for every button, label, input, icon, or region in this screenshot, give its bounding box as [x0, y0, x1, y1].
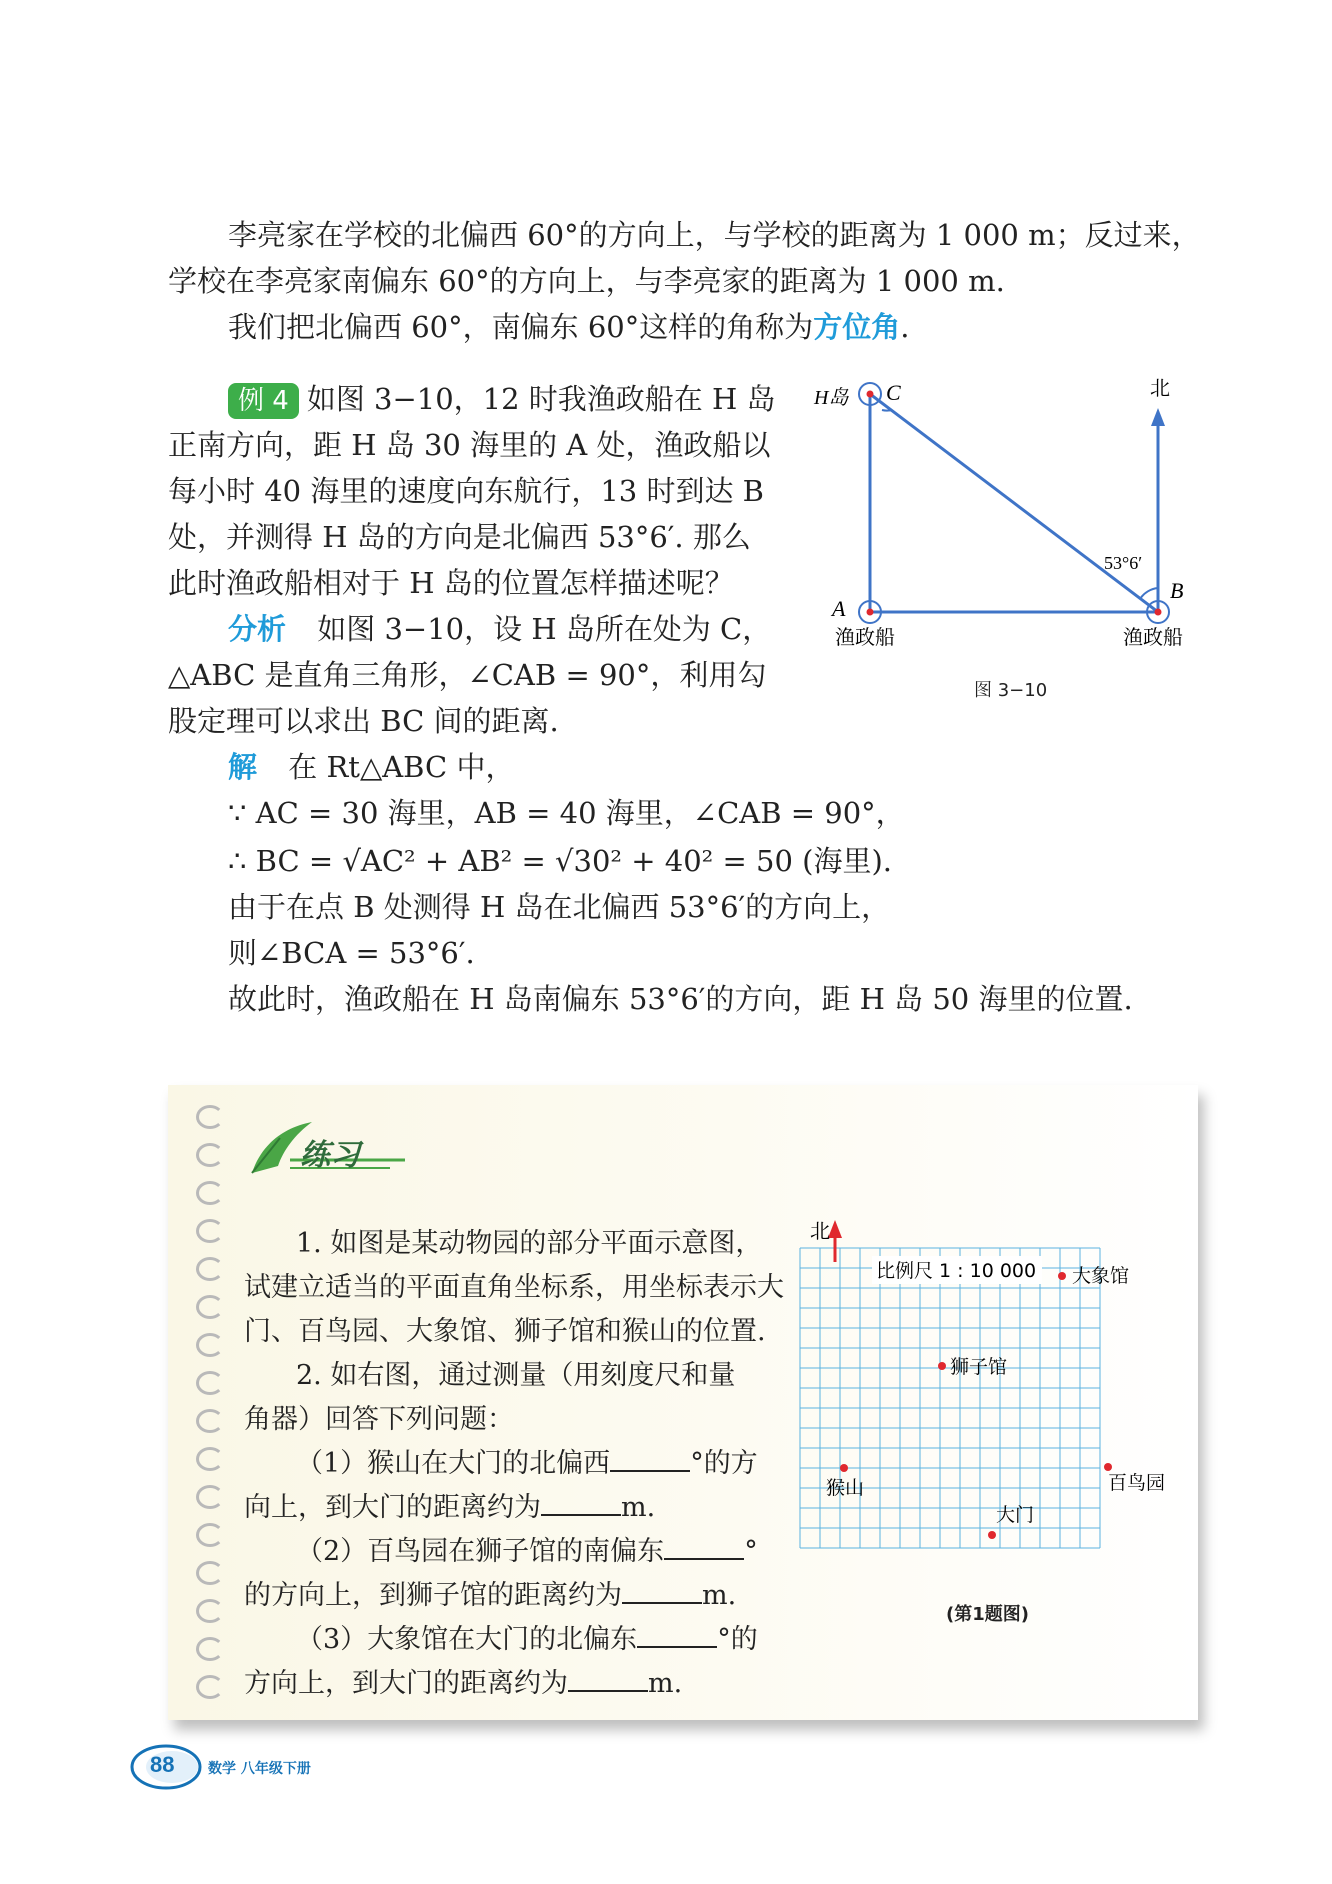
ring	[196, 1219, 224, 1243]
answer-blank[interactable]	[637, 1622, 717, 1648]
answer-blank[interactable]	[568, 1666, 648, 1692]
label-a: A	[832, 596, 846, 621]
label-h-island: H岛	[814, 387, 849, 409]
gate-label: 大门	[996, 1504, 1035, 1526]
gate-point	[988, 1531, 996, 1539]
solution-label: 解	[228, 750, 258, 784]
ring	[196, 1561, 224, 1585]
solution-line-3: ∴ BC = √AC² + AB² = √30² + 40² = 50 (海里).	[228, 844, 892, 878]
q2-line-2: 角器）回答下列问题：	[244, 1404, 514, 1435]
q1-line-3: 门、百鸟园、大象馆、狮子馆和猴山的位置.	[244, 1316, 766, 1347]
solution-line-4: 由于在点 B 处测得 H 岛在北偏西 53°6′的方向上，	[228, 890, 891, 924]
answer-blank[interactable]	[610, 1446, 690, 1472]
q2-1-text-b: °的方	[690, 1448, 758, 1479]
ring	[196, 1485, 224, 1509]
book-title: 数学 八年级下册	[208, 1761, 311, 1777]
q2-3-text-c: 方向上，到大门的距离约为	[244, 1668, 568, 1699]
q2-line-1: 2. 如右图，通过测量（用刻度尺和量	[296, 1360, 736, 1391]
ring	[196, 1105, 224, 1129]
ring	[196, 1409, 224, 1433]
ring	[196, 1295, 224, 1319]
ring	[196, 1599, 224, 1623]
elephant-house-point	[1058, 1272, 1066, 1280]
label-boat-a: 渔政船	[835, 625, 895, 649]
answer-blank[interactable]	[541, 1490, 621, 1516]
example-line-2: 正南方向，距 H 岛 30 海里的 A 处，渔政船以	[168, 428, 771, 462]
angle-arc-b	[1140, 588, 1158, 599]
figure-3-10	[800, 370, 1220, 710]
q2-3-text-b: °的	[717, 1624, 758, 1655]
q2-1-text-d: m.	[621, 1492, 656, 1523]
ring	[196, 1143, 224, 1167]
analysis-text-1: 如图 3−10，设 H 岛所在处为 C，	[317, 612, 772, 646]
page-number: 88	[150, 1752, 175, 1777]
solution-line-6: 故此时，渔政船在 H 岛南偏东 53°6′的方向，距 H 岛 50 海里的位置.	[228, 982, 1133, 1016]
intro-line-2: 学校在李亮家南偏东 60°的方向上，与李亮家的距离为 1 000 m.	[168, 264, 1005, 298]
q2-2-text-c: 的方向上，到狮子馆的距离约为	[244, 1580, 622, 1611]
monkey-hill-label: 猴山	[826, 1477, 865, 1499]
intro-line-3	[228, 304, 909, 350]
ring	[196, 1257, 224, 1281]
ring	[196, 1523, 224, 1547]
map-north-label: 北	[810, 1219, 830, 1243]
q2-2-line-1	[296, 1530, 758, 1574]
q2-2-text-b: °	[744, 1536, 758, 1567]
label-b: B	[1170, 578, 1184, 603]
q2-1-text-c: 向上，到大门的距离约为	[244, 1492, 541, 1523]
bird-garden-label: 百鸟园	[1108, 1472, 1166, 1494]
q2-2-text-d: m.	[702, 1580, 737, 1611]
intro-line-3-text: 我们把北偏西 60°，南偏东 60°这样的角称为	[228, 310, 814, 344]
ring	[196, 1447, 224, 1471]
solution-line-2: ∵ AC = 30 海里，AB = 40 海里，∠CAB = 90°，	[228, 796, 905, 830]
example-line-4: 处，并测得 H 岛的方向是北偏西 53°6′. 那么	[168, 520, 751, 554]
label-boat-b: 渔政船	[1123, 625, 1183, 649]
q2-3-line-1	[296, 1618, 758, 1662]
solution-line-5: 则∠BCA = 53°6′.	[228, 936, 475, 970]
point-c	[867, 391, 874, 398]
example-line-5: 此时渔政船相对于 H 岛的位置怎样描述呢？	[168, 566, 734, 600]
label-north: 北	[1150, 376, 1170, 400]
intro-line-1: 李亮家在学校的北偏西 60°的方向上，与学校的距离为 1 000 m；反过来，	[228, 218, 1201, 252]
q2-1-line-1	[296, 1442, 758, 1486]
q2-3-text-d: m.	[648, 1668, 683, 1699]
lion-house-point	[938, 1362, 946, 1370]
ring	[196, 1181, 224, 1205]
answer-blank[interactable]	[664, 1534, 744, 1560]
practice-title: 练习	[300, 1138, 360, 1173]
figure-3-10-caption: 图 3−10	[974, 680, 1048, 701]
example-line-3: 每小时 40 海里的速度向东航行，13 时到达 B	[168, 474, 764, 508]
analysis-line-2: △ABC 是直角三角形，∠CAB = 90°，利用勾	[168, 658, 767, 692]
bird-garden-point	[1104, 1463, 1112, 1471]
lion-house-label: 狮子馆	[950, 1356, 1008, 1378]
map-caption: (第1题图)	[946, 1604, 1029, 1625]
q2-3-line-2	[244, 1662, 682, 1706]
answer-blank[interactable]	[622, 1578, 702, 1604]
intro-line-3-end: .	[900, 310, 910, 344]
solution-line-1	[228, 744, 514, 790]
map-scale: 比例尺 1 : 10 000	[876, 1260, 1037, 1282]
q2-2-text-a: （2）百鸟园在狮子馆的南偏东	[296, 1536, 665, 1567]
analysis-line-1	[228, 606, 771, 652]
analysis-line-3: 股定理可以求出 BC 间的距离.	[168, 704, 559, 738]
q1-line-1: 1. 如图是某动物园的部分平面示意图，	[296, 1228, 763, 1259]
ring	[196, 1333, 224, 1357]
solution-text-1: 在 Rt△ABC 中，	[288, 750, 515, 784]
point-a	[867, 609, 874, 616]
label-c: C	[886, 380, 901, 405]
analysis-label: 分析	[228, 612, 287, 646]
point-b	[1155, 609, 1162, 616]
ring	[196, 1637, 224, 1661]
example-line-1	[228, 376, 776, 422]
segment-cb	[870, 394, 1158, 612]
q2-1-text-a: （1）猴山在大门的北偏西	[296, 1448, 611, 1479]
q1-line-2: 试建立适当的平面直角坐标系，用坐标表示大	[244, 1272, 784, 1303]
example-text-1: 如图 3−10，12 时我渔政船在 H 岛	[306, 382, 776, 416]
elephant-house-label: 大象馆	[1072, 1265, 1130, 1287]
example-badge: 例 4	[228, 383, 299, 419]
map-grid	[800, 1248, 1100, 1548]
ring	[196, 1675, 224, 1699]
north-arrow-icon	[1151, 408, 1165, 426]
q2-2-line-2	[244, 1574, 736, 1618]
monkey-hill-point	[840, 1464, 848, 1472]
term-bearing-angle: 方位角	[813, 310, 901, 344]
ring	[196, 1371, 224, 1395]
q2-3-text-a: （3）大象馆在大门的北偏东	[296, 1624, 638, 1655]
angle-arc-c	[882, 410, 892, 411]
zoo-map	[790, 1212, 1170, 1592]
q2-1-line-2	[244, 1486, 655, 1530]
label-angle-53-6: 53°6′	[1104, 553, 1143, 573]
north-arrow-icon	[828, 1220, 842, 1238]
